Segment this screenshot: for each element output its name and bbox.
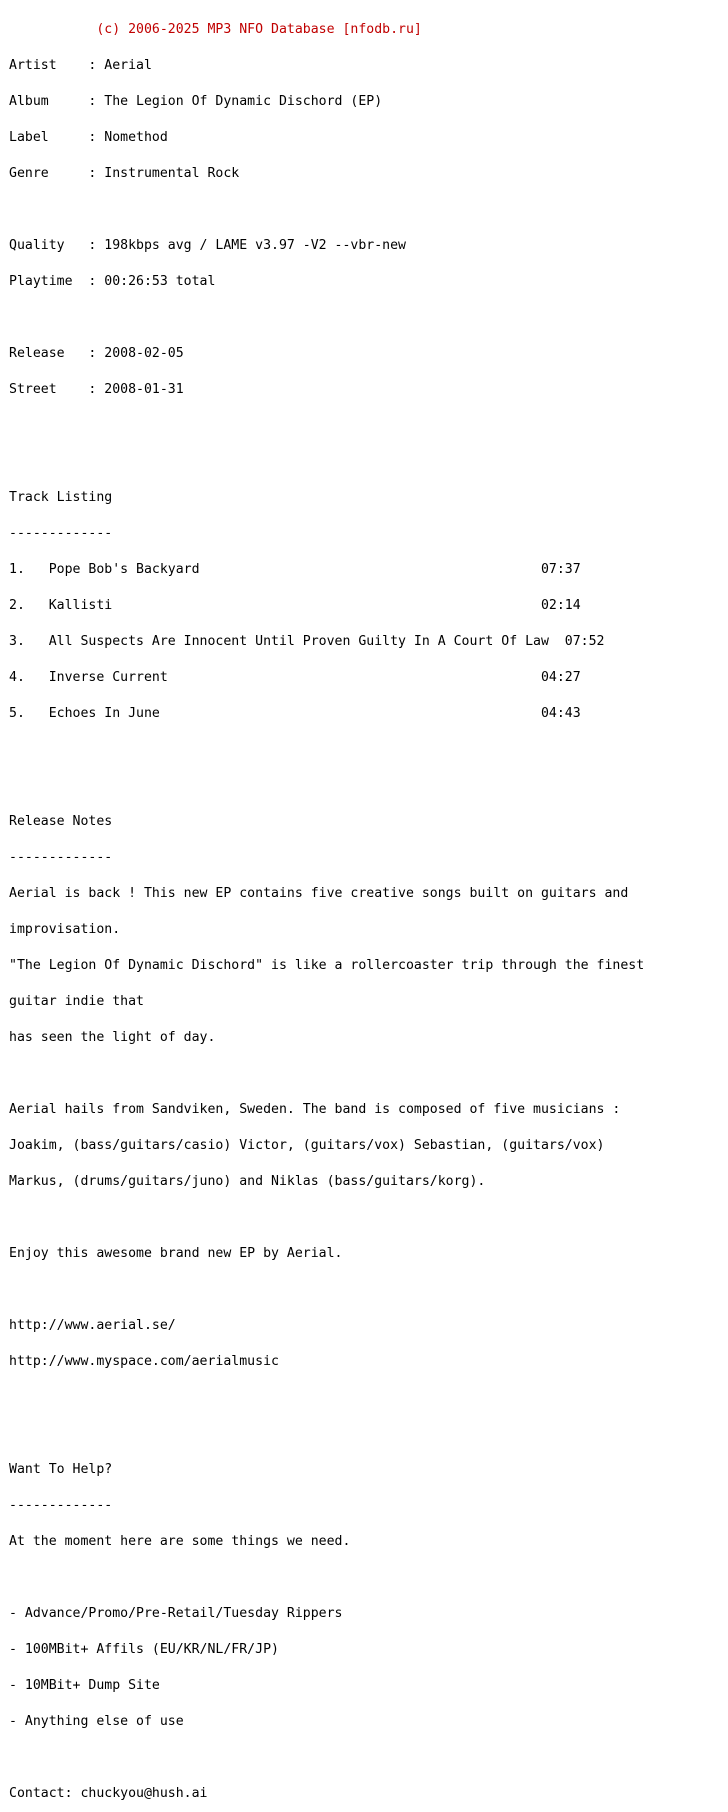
url-line: http://www.myspace.com/aerialmusic (9, 1354, 279, 1369)
blank-line (9, 1752, 644, 1764)
artist-line: Artist : Aerial (9, 58, 152, 73)
blank-line (9, 1392, 644, 1404)
track-row: 5. Echoes In June 04:43 (9, 706, 581, 721)
blank-line (9, 780, 644, 792)
quality-line: Quality : 198kbps avg / LAME v3.97 -V2 --vbr-new (9, 238, 406, 253)
help-list-item: - 10MBit+ Dump Site (9, 1678, 160, 1693)
release-notes-text: Aerial hails from Sandviken, Sweden. The band is composed of five musicians : (9, 1102, 621, 1117)
want-to-help-heading: Want To Help? (9, 1462, 113, 1477)
help-list-item: - 100MBit+ Affils (EU/KR/NL/FR/JP) (9, 1642, 279, 1657)
heading-underline: ------------- (9, 526, 113, 541)
heading-underline: ------------- (9, 850, 113, 865)
release-notes-text: has seen the light of day. (9, 1030, 216, 1045)
release-line: Release : 2008-02-05 (9, 346, 184, 361)
release-notes-heading: Release Notes (9, 814, 113, 829)
genre-line: Genre : Instrumental Rock (9, 166, 240, 181)
help-list-item: - Advance/Promo/Pre-Retail/Tuesday Rippers (9, 1606, 343, 1621)
album-line: Album : The Legion Of Dynamic Dischord (EP) (9, 94, 383, 109)
contact-line: Contact: chuckyou@hush.ai (9, 1786, 208, 1801)
url-line: http://www.aerial.se/ (9, 1318, 176, 1333)
playtime-line: Playtime : 00:26:53 total (9, 274, 216, 289)
track-row: 4. Inverse Current 04:27 (9, 670, 581, 685)
blank-line (9, 744, 644, 756)
nfo-document (9, 0, 644, 1812)
release-notes-text: improvisation. (9, 922, 121, 937)
blank-line (9, 204, 644, 216)
blank-line (9, 1428, 644, 1440)
release-notes-text: Markus, (drums/guitars/juno) and Niklas (bass/guitars/korg). (9, 1174, 486, 1189)
street-line: Street : 2008-01-31 (9, 382, 184, 397)
blank-line (9, 312, 644, 324)
blank-line (9, 1572, 644, 1584)
nfo-header: (c) 2006-2025 MP3 NFO Database [nfodb.ru] (9, 22, 422, 37)
release-notes-text: Joakim, (bass/guitars/casio) Victor, (guitars/vox) Sebastian, (guitars/vox) (9, 1138, 605, 1153)
blank-line (9, 1284, 644, 1296)
track-listing-heading: Track Listing (9, 490, 113, 505)
blank-line (9, 1212, 644, 1224)
label-line: Label : Nomethod (9, 130, 168, 145)
heading-underline: ------------- (9, 1498, 113, 1513)
help-text: At the moment here are some things we need. (9, 1534, 351, 1549)
track-row: 2. Kallisti 02:14 (9, 598, 581, 613)
release-notes-text: "The Legion Of Dynamic Dischord" is like a rollercoaster trip through the finest (9, 958, 645, 973)
track-row: 3. All Suspects Are Innocent Until Proven Guilty In A Court Of Law 07:52 (9, 634, 605, 649)
blank-line (9, 420, 644, 432)
blank-line (9, 1068, 644, 1080)
release-notes-text: Aerial is back ! This new EP contains five creative songs built on guitars and (9, 886, 629, 901)
track-row: 1. Pope Bob's Backyard 07:37 (9, 562, 581, 577)
release-notes-text: guitar indie that (9, 994, 144, 1009)
help-list-item: - Anything else of use (9, 1714, 184, 1729)
blank-line (9, 456, 644, 468)
release-notes-text: Enjoy this awesome brand new EP by Aerial. (9, 1246, 343, 1261)
